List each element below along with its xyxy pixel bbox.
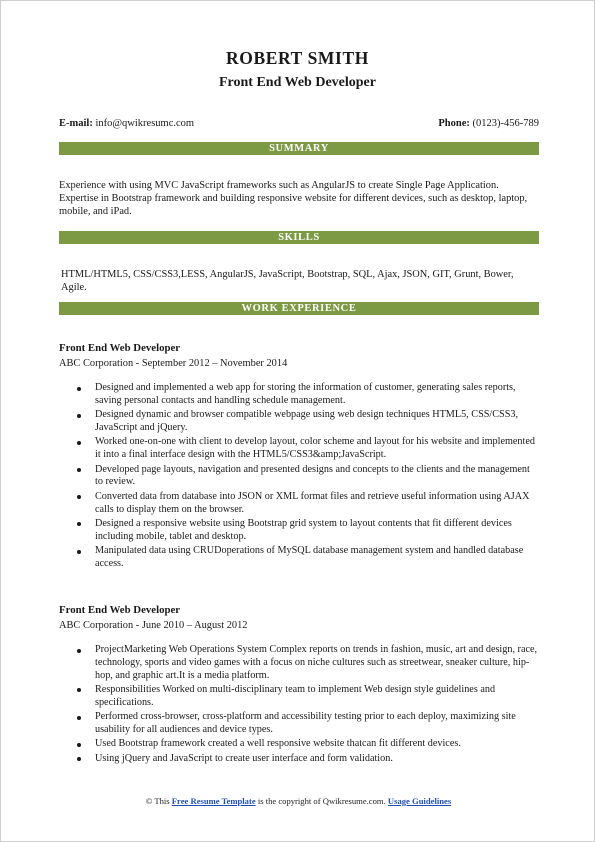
bullet-icon xyxy=(77,550,81,554)
bullet-icon xyxy=(77,414,81,418)
email-label: E-mail: xyxy=(59,118,93,129)
phone-label: Phone: xyxy=(438,118,470,129)
bullet-icon xyxy=(77,387,81,391)
bullet-icon xyxy=(77,688,81,692)
work-experience-heading: WORK EXPERIENCE xyxy=(59,302,539,315)
list-item: Performed cross-browser, cross-platform and accessibility testing prior to each deploy, maximizing site usability for all audiences and device types. xyxy=(95,711,539,737)
job-title: Front End Web Developer xyxy=(59,342,181,354)
bullet-icon xyxy=(77,716,81,720)
copyright-footer xyxy=(1,796,595,807)
bullet-icon xyxy=(77,522,81,526)
job-bullet-list xyxy=(59,382,539,572)
list-item: Converted data from database into JSON or XML format files and retrieve useful information using AJAX calls to display them on the browser. xyxy=(95,491,539,517)
list-item: Worked one-on-one with client to develop layout, color scheme and layout for his website and implemented it into a final interface design with the HTML5/CSS3&amp;JavaScript. xyxy=(95,436,539,462)
footer-prefix: © This xyxy=(145,796,170,806)
email-value: info@qwikresumc.com xyxy=(95,118,195,129)
summary-heading: SUMMARY xyxy=(59,142,539,155)
job-company-dates: ABC Corporation - June 2010 – August 2012 xyxy=(59,620,248,631)
bullet-icon xyxy=(77,468,81,472)
list-item: Developed page layouts, navigation and presented designs and concepts to the clients and the management to review. xyxy=(95,464,539,490)
resume-header xyxy=(1,1,594,92)
skills-text: HTML/HTML5, CSS/CSS3,LESS, AngularJS, JavaScript, Bootstrap, SQL, Ajax, JSON, GIT, Grunt, Bower, Agile. xyxy=(61,269,514,293)
bullet-icon xyxy=(77,441,81,445)
list-item: Responsibilities Worked on multi-disciplinary team to implement Web design style guidelines and specifications. xyxy=(95,684,539,710)
bullet-icon xyxy=(77,495,81,499)
bullet-icon xyxy=(77,743,81,747)
contact-line xyxy=(59,117,539,130)
footer-middle: is the copyright of Qwikresume.com. xyxy=(257,796,386,806)
bullet-icon xyxy=(77,757,81,761)
email-block xyxy=(59,117,194,130)
list-item: Designed and implemented a web app for storing the information of customer, generating sales reports, saving personal contacts and handling schedule management. xyxy=(95,382,539,408)
list-item: Manipulated data using CRUDoperations of MySQL database management system and handled database access. xyxy=(95,545,539,571)
list-item: Designed dynamic and browser compatible webpage using web design techniques HTML5, CSS/CSS3, JavaScript and jQuery. xyxy=(95,409,539,435)
usage-guidelines-link[interactable]: Usage Guidelines xyxy=(387,796,452,806)
list-item: Using jQuery and JavaScript to create user interface and form validation. xyxy=(95,753,539,766)
bullet-icon xyxy=(77,649,81,653)
free-resume-template-link[interactable]: Free Resume Template xyxy=(171,796,256,806)
candidate-name: ROBERT SMITH xyxy=(226,48,369,68)
phone-value: (0123)-456-789 xyxy=(472,118,539,129)
list-item: ProjectMarketing Web Operations System Complex reports on trends in fashion, music, art and design, race, technology, sports and video games with a focus on niche cultures such as streetwear, sneaker culture, hip-hop, and graphic art.It is a media platform. xyxy=(95,644,539,682)
phone-block xyxy=(438,117,539,130)
skills-heading: SKILLS xyxy=(59,231,539,244)
job-company-dates: ABC Corporation - September 2012 – November 2014 xyxy=(59,358,288,369)
list-item: Used Bootstrap framework created a well responsive website thatcan fit different devices. xyxy=(95,738,539,751)
summary-text: Experience with using MVC JavaScript frameworks such as AngularJS to create Single Page Application. Expertise in Bootstrap framework and building responsive website for different devices, such as desktop, laptop, mobile, and iPad. xyxy=(59,180,528,217)
list-item: Designed a responsive website using Bootstrap grid system to layout contents that fit different devices including mobile, tablet and desktop. xyxy=(95,518,539,544)
candidate-role: Front End Web Developer xyxy=(219,75,376,90)
job-bullet-list xyxy=(59,644,539,767)
job-title: Front End Web Developer xyxy=(59,604,181,616)
